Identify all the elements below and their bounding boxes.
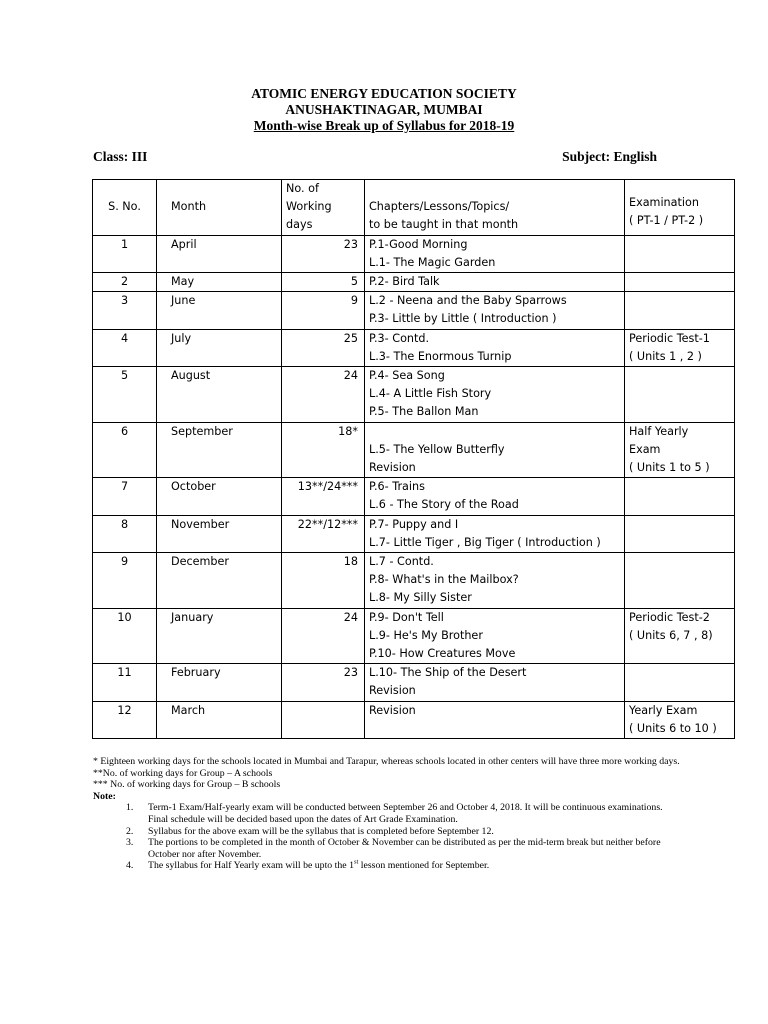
chapter-item: Revision [369,684,416,698]
exam-item: Periodic Test-1 [629,331,710,345]
exam-item: Exam [629,442,661,456]
table-row [93,273,735,292]
header-working-days: No. of Working days [282,180,365,236]
row-sno: 9 [93,553,157,609]
row-examination [625,367,735,423]
row-examination [625,515,735,552]
row-working-days: 22**/12*** [282,515,365,552]
exam-item: Periodic Test-2 [629,610,710,624]
footnote-single-star: * Eighteen working days for the schools located in Mumbai and Tarapur, whereas schools located in other centers will have three more working days. [93,756,680,767]
chapter-item: P.7- Puppy and I [369,517,459,531]
row-month: March [157,701,282,738]
subject-label: Subject: English [562,149,657,164]
organization-location: ANUSHAKTINAGAR, MUMBAI [285,102,483,117]
row-working-days: 9 [282,292,365,329]
row-sno: 7 [93,478,157,515]
table-row [93,553,735,609]
exam-item: ( Units 1 , 2 ) [629,349,702,363]
table-row [93,329,735,366]
chapter-item: L.4- A Little Fish Story [369,387,492,401]
row-examination [625,329,735,366]
exam-item: Half Yearly [629,424,689,438]
organization-name: ATOMIC ENERGY EDUCATION SOCIETY [251,86,517,101]
chapter-item: L.1- The Magic Garden [369,255,496,269]
row-chapters [365,608,625,664]
row-examination [625,478,735,515]
header-examination: Examination ( PT-1 / PT-2 ) [625,180,735,236]
row-examination [625,273,735,292]
table-body [93,235,735,738]
row-month: December [157,553,282,609]
row-working-days: 23 [282,235,365,272]
row-month: January [157,608,282,664]
note-heading: Note: [93,790,116,802]
notes-list [93,802,683,872]
row-working-days: 25 [282,329,365,366]
footnotes [93,756,683,872]
chapter-item: L.9- He's My Brother [369,628,483,642]
row-month: September [157,422,282,478]
chapter-item: L.5- The Yellow Butterfly [369,442,505,456]
row-sno: 5 [93,367,157,423]
row-examination [625,701,735,738]
row-chapters [365,292,625,329]
row-sno: 12 [93,701,157,738]
exam-item: Yearly Exam [629,703,698,717]
row-sno: 3 [93,292,157,329]
row-examination [625,422,735,478]
row-working-days [282,701,365,738]
note-item: 3. The portions to be completed in the month of October & November can be distributed as per the mid-term break but neither before October nor after November. [126,837,661,860]
note-item: 4. The syllabus for Half Yearly exam will be upto the 1st lesson mentioned for September. [126,859,490,872]
row-sno: 10 [93,608,157,664]
chapter-item: Revision [369,461,416,475]
row-chapters [365,478,625,515]
chapter-item: P.9- Don't Tell [369,610,444,624]
chapter-item: L.7- Little Tiger , Big Tiger ( Introduction ) [369,535,601,549]
header-sno: S. No. [93,180,157,236]
row-examination [625,553,735,609]
chapter-item: L.10- The Ship of the Desert [369,666,527,680]
chapter-item: P.4- Sea Song [369,369,445,383]
note-item: 2. Syllabus for the above exam will be the syllabus that is completed before September 12. [126,825,494,837]
header-month: Month [157,180,282,236]
chapter-item: P.2- Bird Talk [369,275,440,289]
row-chapters [365,515,625,552]
table-row [93,235,735,272]
chapter-item: P.10- How Creatures Move [369,647,516,661]
row-working-days: 18* [282,422,365,478]
row-sno: 6 [93,422,157,478]
row-sno: 2 [93,273,157,292]
row-month: May [157,273,282,292]
row-chapters [365,664,625,701]
chapter-item: P.1-Good Morning [369,237,468,251]
chapter-item: L.8- My Silly Sister [369,591,472,605]
row-examination [625,235,735,272]
table-row [93,608,735,664]
row-chapters [365,329,625,366]
document-header [0,86,768,134]
footnote-triple-star: *** No. of working days for Group – B schools [93,779,281,791]
row-examination [625,292,735,329]
chapter-item: P.8- What's in the Mailbox? [369,573,519,587]
chapter-item: P.3- Little by Little ( Introduction ) [369,312,557,326]
document-title: Month-wise Break up of Syllabus for 2018-19 [253,118,515,133]
row-sno: 11 [93,664,157,701]
row-examination [625,608,735,664]
syllabus-table [92,179,735,739]
row-examination [625,664,735,701]
chapter-item: L.3- The Enormous Turnip [369,349,512,363]
row-working-days: 5 [282,273,365,292]
chapter-item: P.3- Contd. [369,331,430,345]
exam-item: ( Units 6 to 10 ) [629,721,717,735]
row-chapters [365,273,625,292]
row-sno: 4 [93,329,157,366]
row-working-days: 13**/24*** [282,478,365,515]
chapter-item: L.7 - Contd. [369,555,434,569]
row-month: November [157,515,282,552]
row-month: August [157,367,282,423]
row-month: June [157,292,282,329]
table-row [93,701,735,738]
header-chapters: Chapters/Lessons/Topics/ to be taught in that month [365,180,625,236]
row-chapters [365,701,625,738]
table-row [93,515,735,552]
table-row [93,292,735,329]
table-header-row [93,180,735,236]
exam-item: ( Units 6, 7 , 8) [629,628,713,642]
chapter-item: L.2 - Neena and the Baby Sparrows [369,294,567,308]
table-row [93,422,735,478]
note-item: 1. Term-1 Exam/Half-yearly exam will be conducted between September 26 and October 4, 2018. It will be continuous examinations. Final schedule will be decided based upon the dates of Art Grade Examination. [126,802,663,825]
row-sno: 8 [93,515,157,552]
row-month: July [157,329,282,366]
row-month: April [157,235,282,272]
chapter-item: P.6- Trains [369,480,425,494]
row-working-days: 23 [282,664,365,701]
row-chapters [365,367,625,423]
table-row [93,664,735,701]
row-chapters [365,422,625,478]
footnote-double-star: **No. of working days for Group – A schools [93,767,273,779]
chapter-item: L.6 - The Story of the Road [369,498,519,512]
row-working-days: 24 [282,367,365,423]
row-working-days: 18 [282,553,365,609]
row-month: February [157,664,282,701]
chapter-item: P.5- The Ballon Man [369,405,479,419]
row-month: October [157,478,282,515]
row-working-days: 24 [282,608,365,664]
row-chapters [365,235,625,272]
table-row [93,478,735,515]
row-sno: 1 [93,235,157,272]
row-chapters [365,553,625,609]
class-label: Class: III [93,149,148,164]
chapter-item: Revision [369,703,416,717]
table-row [93,367,735,423]
exam-item: ( Units 1 to 5 ) [629,461,710,475]
